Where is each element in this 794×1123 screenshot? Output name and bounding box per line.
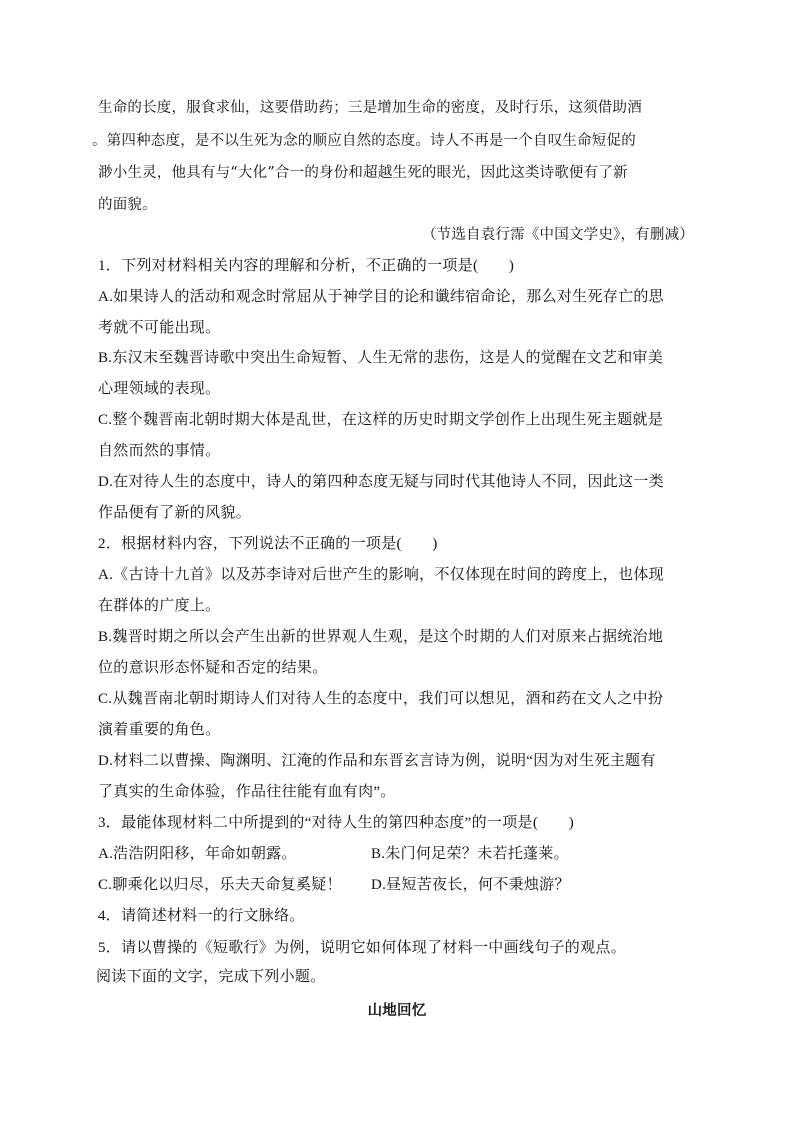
reading-instruction: 阅读下面的文字，完成下列小题。 <box>96 969 326 985</box>
question-1-option-d: D.在对待人生的态度中，诗人的第四种态度无疑与同时代其他诗人不同，因此这一类 <box>98 474 664 490</box>
question-2-option-d-cont: 了真实的生命体验，作品往往能有血有肉”。 <box>98 784 396 800</box>
question-2-option-a: A.《古诗十九首》以及苏李诗对后世产生的影响，不仅体现在时间的跨度上，也体现 <box>98 567 664 583</box>
question-5: 5．请以曹操的《短歌行》为例，说明它如何体现了材料一中画线句子的观点。 <box>98 940 627 956</box>
question-1-option-b-cont: 心理领域的表现。 <box>98 381 221 397</box>
question-4: 4．请简述材料一的行文脉络。 <box>98 908 305 924</box>
question-2-option-b: B.魏晋时期之所以会产生出新的世界观人生观，是这个时期的人们对原来占据统治地 <box>98 629 664 645</box>
question-3-option-b: B.朱门何足荣？未若托蓬莱。 <box>371 846 569 862</box>
question-3-stem: 3．最能体现材料二中所提到的“对待人生的第四种态度”的一项是( ) <box>98 815 575 831</box>
question-2-option-c-cont: 演着重要的角色。 <box>98 722 221 738</box>
question-1-option-b: B.东汉末至魏晋诗歌中突出生命短暂、人生无常的悲伤，这是人的觉醒在文艺和审美 <box>98 350 664 366</box>
question-1-option-a-cont: 考就不可能出现。 <box>98 320 221 336</box>
question-1-option-a: A.如果诗人的活动和观念时常屈从于神学目的论和谶纬宿命论，那么对生死存亡的思 <box>98 289 664 305</box>
next-passage-title: 山地回忆 <box>367 1002 427 1019</box>
question-2-option-d: D.材料二以曹操、陶渊明、江淹的作品和东晋玄言诗为例，说明“因为对生死主题有 <box>98 753 656 769</box>
question-1-stem: 1．下列对材料相关内容的理解和分析，不正确的一项是( ) <box>98 258 515 274</box>
question-3-option-a: A.浩浩阴阳移，年命如朝露。 <box>98 846 297 862</box>
question-2-stem: 2．根据材料内容，下列说法不正确的一项是( ) <box>98 536 438 552</box>
question-1-option-c-cont: 自然而然的事情。 <box>98 443 221 459</box>
source-citation: （节选自袁行霈《中国文学史》，有删减） <box>421 227 694 243</box>
question-1-option-c: C.整个魏晋南北朝时期大体是乱世，在这样的历史时期文学创作上出现生死主题就是 <box>98 412 664 428</box>
question-1-option-d-cont: 作品便有了新的风貌。 <box>98 505 252 521</box>
question-2-option-c: C.从魏晋南北朝时期诗人们对待人生的态度中，我们可以想见，酒和药在文人之中扮 <box>98 691 664 707</box>
question-3-option-d: D.昼短苦夜长，何不秉烛游？ <box>371 877 570 893</box>
passage-line-1: 生命的长度，服食求仙，这要借助药；三是增加生命的密度，及时行乐，这须借助酒 <box>98 100 642 116</box>
question-2-option-b-cont: 位的意识形态怀疑和否定的结果。 <box>98 660 328 676</box>
question-2-option-a-cont: 在群体的广度上。 <box>98 598 221 614</box>
question-3-option-c: C.聊乘化以归尽，乐夫天命复奚疑！ <box>98 877 342 893</box>
passage-line-4: 的面貌。 <box>98 197 157 213</box>
passage-line-2: 。第四种态度，是不以生死为念的顺应自然的态度。诗人不再是一个自叹生命短促的 <box>92 133 636 149</box>
passage-line-3: 渺小生灵，他具有与“大化”合一的身份和超越生死的眼光，因此这类诗歌便有了新 <box>98 165 628 181</box>
